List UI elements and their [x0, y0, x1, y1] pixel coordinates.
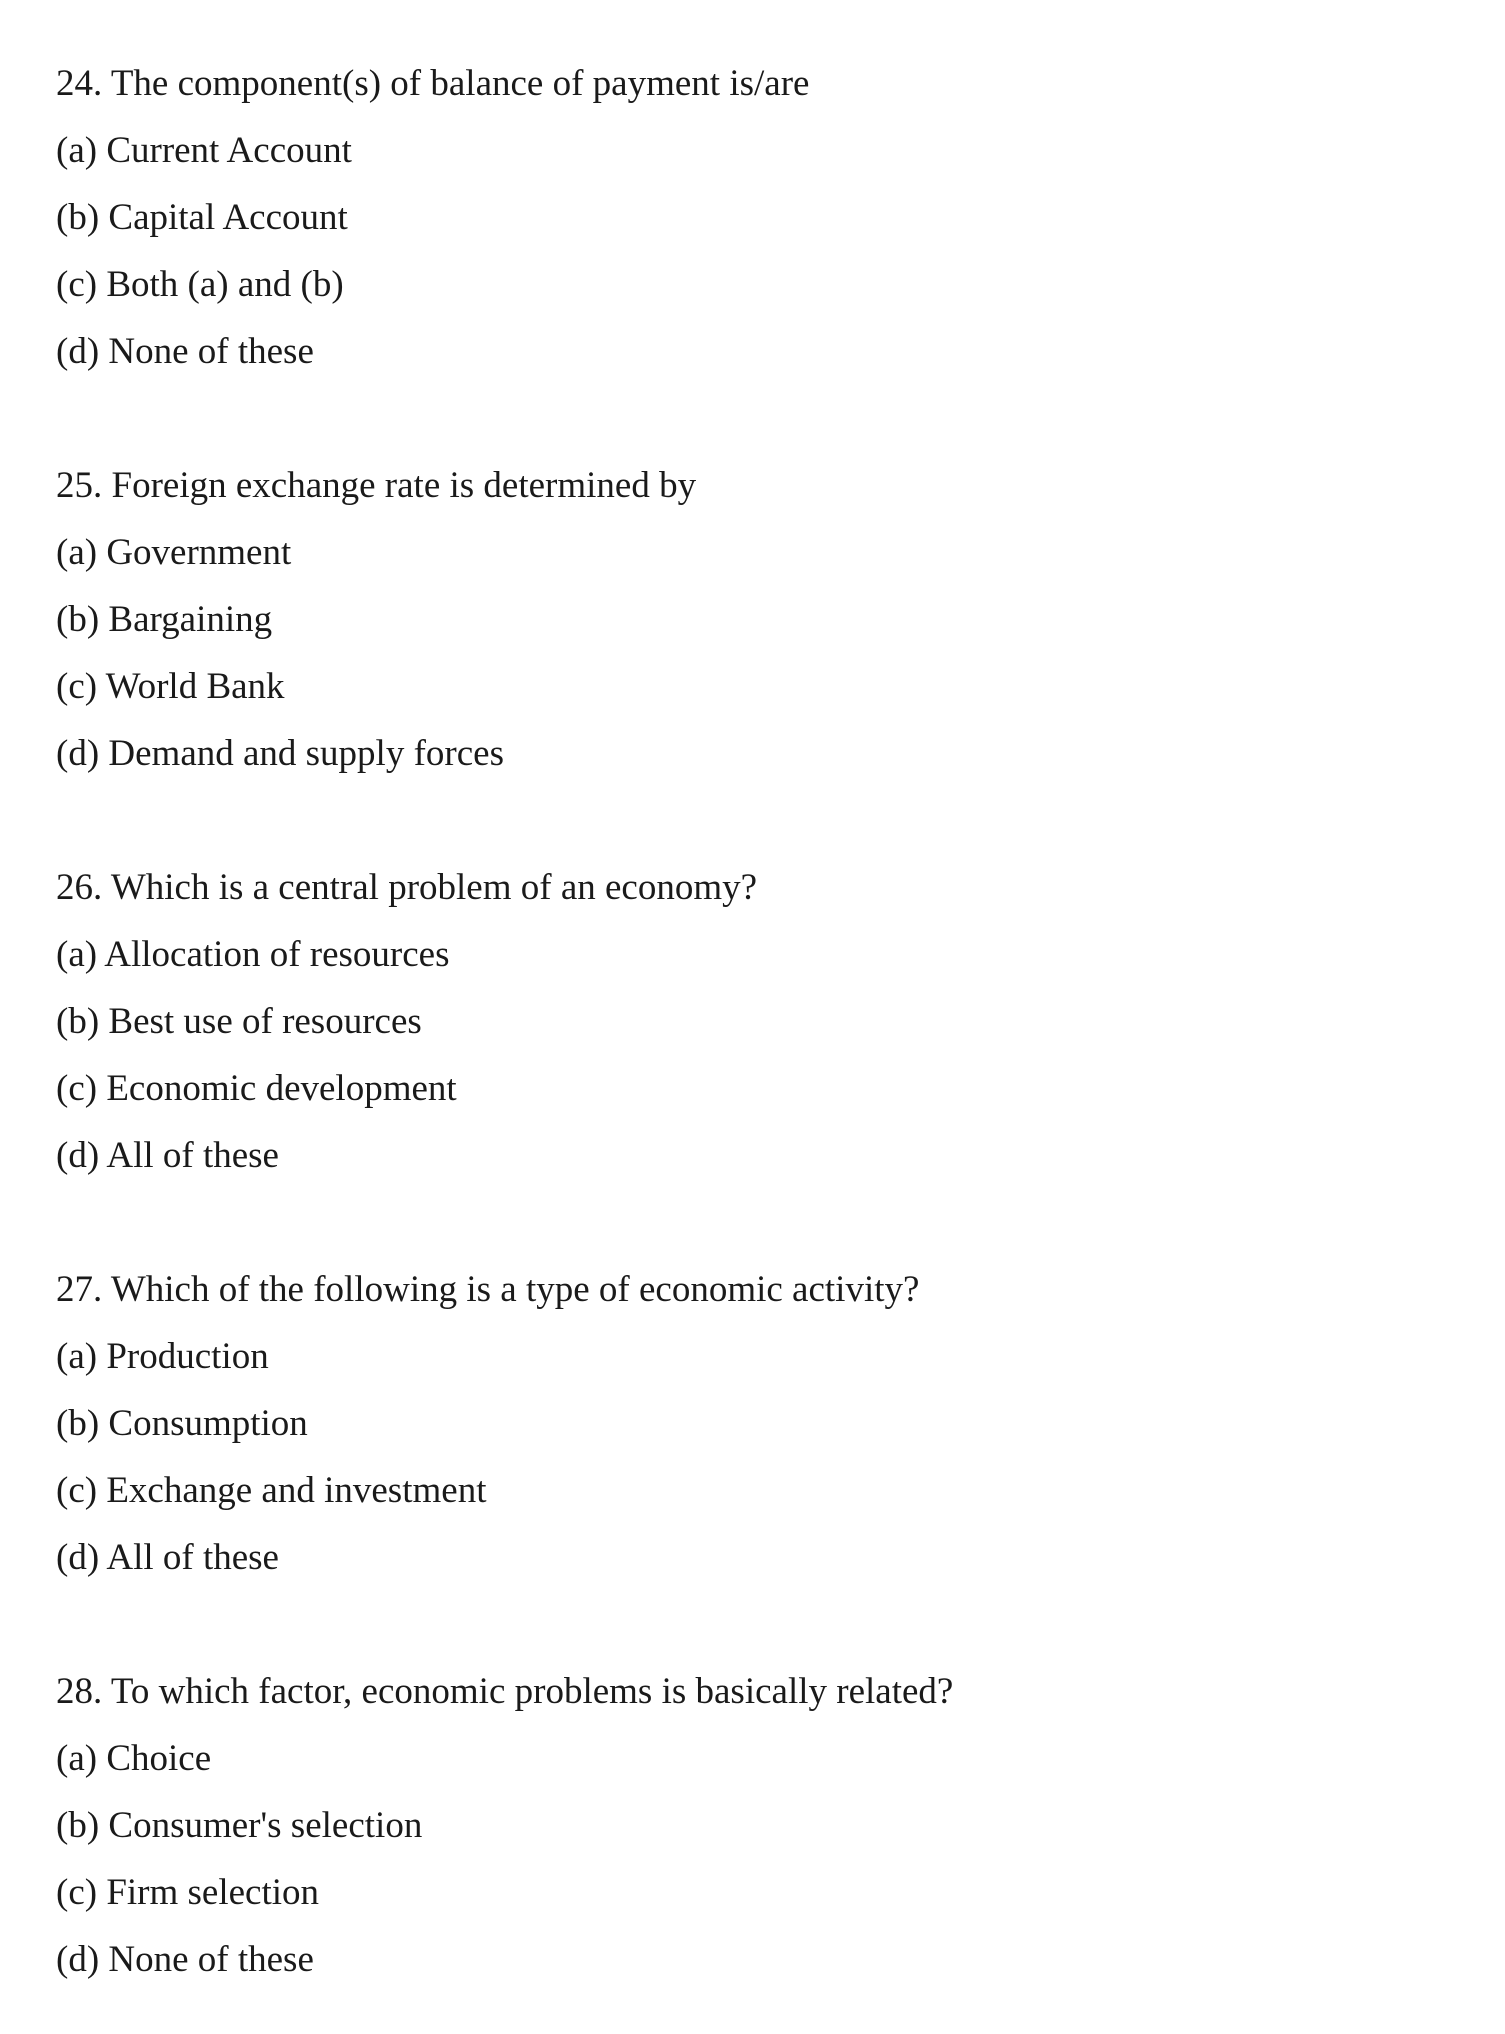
option-c: (c) Both (a) and (b): [56, 264, 344, 305]
question-28: [56, 1658, 1456, 1993]
question-stem: 24. The component(s) of balance of payment is/are: [56, 63, 810, 104]
option-b: (b) Consumption: [56, 1403, 308, 1444]
option-d: (d) Demand and supply forces: [56, 733, 504, 774]
option-c: (c) World Bank: [56, 666, 285, 707]
option-c: (c) Exchange and investment: [56, 1470, 487, 1511]
option-b: (b) Best use of resources: [56, 1001, 422, 1042]
question-sheet: [56, 50, 1456, 1993]
question-27: [56, 1256, 1456, 1591]
option-a: (a) Production: [56, 1336, 269, 1377]
question-stem: 28. To which factor, economic problems is basically related?: [56, 1671, 954, 1712]
question-stem: 26. Which is a central problem of an economy?: [56, 867, 758, 908]
option-a: (a) Current Account: [56, 130, 352, 171]
option-b: (b) Bargaining: [56, 599, 273, 640]
question-stem: 25. Foreign exchange rate is determined by: [56, 465, 697, 506]
option-a: (a) Allocation of resources: [56, 934, 450, 975]
question-24: [56, 50, 1456, 385]
option-d: (d) None of these: [56, 331, 314, 372]
option-d: (d) All of these: [56, 1135, 279, 1176]
option-c: (c) Firm selection: [56, 1872, 320, 1913]
option-a: (a) Choice: [56, 1738, 212, 1779]
question-25: [56, 452, 1456, 787]
option-d: (d) None of these: [56, 1939, 314, 1980]
option-a: (a) Government: [56, 532, 292, 573]
option-b: (b) Consumer's selection: [56, 1805, 423, 1846]
option-c: (c) Economic development: [56, 1068, 457, 1109]
option-d: (d) All of these: [56, 1537, 279, 1578]
question-26: [56, 854, 1456, 1189]
option-b: (b) Capital Account: [56, 197, 348, 238]
question-stem: 27. Which of the following is a type of economic activity?: [56, 1269, 920, 1310]
